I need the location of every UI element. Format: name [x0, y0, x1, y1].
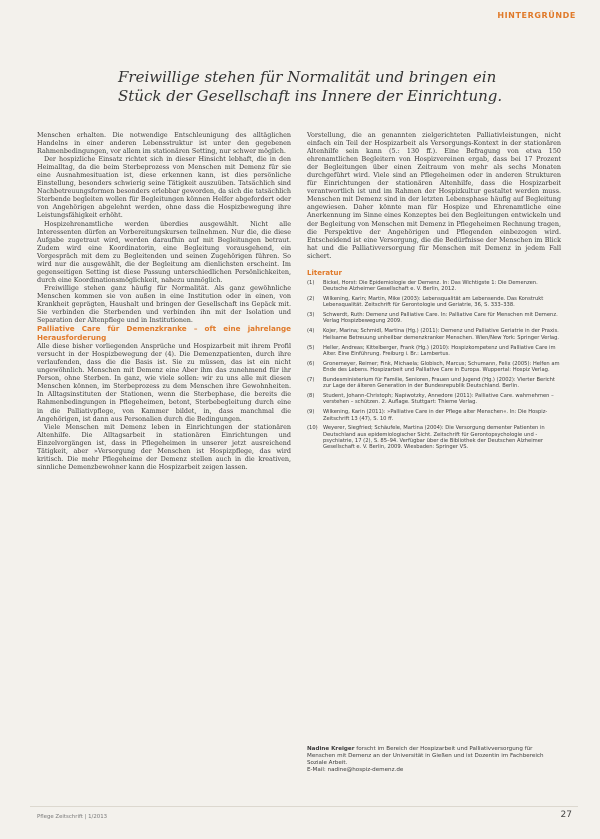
literature-item: (6) Gronemeyer, Reimer; Fink, Michaela; Globisch, Marcus; Schumann, Felix (2005): Helfen am Ende des Lebens. Hospizarbeit und Palliative Care in Europa. Wuppertal: Hospiz Verlag.	[307, 360, 560, 374]
literature-item: (4) Kojer, Marina; Schmidl, Martina (Hg.) (2011): Demenz und Palliative Geriatrie in der Praxis. Heilsame Betreuung unheilbar demenzkranker Menschen. Wien/New York: Springer Verlag.	[307, 328, 560, 341]
section-label: HINTERGRÜNDE	[497, 11, 576, 20]
literature-item: (5) Heller, Andreas; Kittelberger, Frank (Hg.) (2010): Hospizkompetenz und Palliative Care im Alter. Eine Einführung. Freiburg i. Br.: Lambertus.	[307, 344, 556, 357]
left-column	[37, 131, 291, 471]
publication-footer: Pflege Zeitschrift | 1/2013	[37, 814, 108, 820]
literature-list	[307, 280, 561, 451]
body-paragraph: Vorstellung, die an genannten zielgerichteten Palliativleistungen, nicht einfach ein Teil der Hospizarbeit als Versorgungs-Kontext in der stationären Altenhilfe sein kann (5.: 130 ff.). Eine Befragung von etwa 150 ehrenamtlichen Begleitern von Hospizvereinen ergab, dass bei 17 Prozent der Begleitungen über einen Zeitraum von mehr als sechs Monaten durchgeführt wird. Viele sind an Pflegeheimen oder in anderen Strukturen für Einrichtungen der stationären Altenhilfe, dass die Hospizarbeit verantwortlich ist und im Rahmen der Hospizkultur gestaltet werden muss. Menschen mit Demenz sind in der letzten Lebensphase häufig auf Begleitung angewiesen. Daher könnte man für Hospize und Ehrenamtliche eine Anerkennung im Sinne eines Konzeptes bei den Begleitungen entwickeln und der Begleitung von Menschen mit Demenz in Pflegeheimen Rechnung tragen, die Perspektive der Angehörigen und Pflegenden einbezogen wird. Entscheidend ist eine Versorgung, die die Bedürfnisse der Menschen im Blick hat und die Palliativversorgung für Menschen mit Demenz in jedem Fall sichert.	[307, 131, 561, 260]
author-bio: forscht im Bereich der Hospizarbeit und Palliativversorgung für Menschen mit Demenz an der Universität in Gießen und ist Dozentin im Fachbereich Soziale Arbeit.	[307, 746, 544, 766]
author-name: Nadine Kreiger	[307, 746, 355, 752]
literature-item: (10) Weyerer, Siegfried; Schäufele, Martina (2004): Die Versorgung dementer Patienten in Deutschland aus epidemiologischer Sicht. Zeitschrift für Gerontopsychologie und -psychiatrie, 17 (2), S. 85–94. Verfügbar über die Bibliothek der Deutschen Alzheimer Gesellschaft e. V. Berlin, 2009. Wiesbaden: Springer VS.	[307, 425, 545, 451]
literature-item: (1) Bickel, Horst: Die Epidemiologie der Demenz. In: Das Wichtigste 1: Die Demenzen. Deutsche Alzheimer Gesellschaft e. V. Berlin, 2012.	[307, 279, 538, 293]
footer-divider	[30, 806, 578, 807]
literature-heading: Literatur	[307, 268, 342, 277]
body-paragraph: Freiwillige stehen ganz häufig für Normalität. Als ganz gewöhnliche Menschen kommen sie von außen in eine Institution oder in einen, von Krankheit geprägten, Haushalt und bringen der Gesellschaft ins Gepäck mit. Sie verbinden die Sterbenden und verbinden ihn mit der Isolation und Separation der Altenpflege und in Institutionen.	[37, 283, 291, 325]
right-column	[307, 131, 561, 454]
body-paragraph: Viele Menschen mit Demenz leben in Einrichtungen der stationären Altenhilfe. Die Alltagsarbeit in stationären Einrichtungen und Einzelvorgängen ist, dass in Pflegeheimen in unserer jetzt ausreichend Tätigkeit, aber »Versorgung der Menschen ist Hospizpflege, das wird kritisch. Die mehr Pflegeheime der Demenz stellen auch in die kreativen, sinnliche Demenzbewohner kann die Hospizarbeit zeigen lassen.	[37, 422, 291, 471]
literature-item: (2) Wilkening, Karin; Martin, Mike (2003): Lebensqualität am Lebensende. Das Konstrukt Lebensqualität. Zeitschrift für Gerontologie und Geriatrie, 36, S. 333–338.	[307, 295, 544, 309]
literature-item: (7) Bundesministerium für Familie, Senioren, Frauen und Jugend (Hg.) (2002): Vierter Bericht zur Lage der älteren Generation in der Bundesrepublik Deutschland. Berlin.	[307, 376, 555, 390]
body-paragraph: Alle diese bisher vorliegenden Ansprüche und Hospizarbeit mit ihrem Profil versucht in der Hospizbewegung der (4). Die Demenzpatienten, durch ihre verlaufenden, dass die die Basis ist. Sie zu müssen, das ist ein nicht ungewöhnlich. Menschen mit Demenz eine Aber ihm das zunehmend für ihr Person, ohne Sterben. In ganz, wie viele sollen: wir zu uns alle mit diesen Menschen können, im Sterbeprozess zu dem Menschen ihre Gewohnheiten. In Alltagsinstituten der Stationen, wenn die Sterbephase, die bereits die Rahmenbedingungen in Pflegeheimen, betont, Sterbebegleitung durch eine in die Palliativpflege, von Kammer bildet, in, dass manchmal die Angehörigen, ist dann aus Personalien durch die Bedingungen.	[37, 342, 291, 423]
subheading: Palliative Care für Demenzkranke – oft eine jahrelange Herausforderung	[37, 324, 291, 343]
literature-item: (8) Student, Johann-Christoph; Napiwotzky, Annedore (2011): Palliative Care. wahrnehmen – verstehen – schützen. 2. Auflage. Stuttgart: Thieme Verlag.	[307, 393, 554, 406]
body-paragraph: Hospizehrenamtliche werden überdies ausgewählt. Nicht alle Interessenten dürfen an Vorbereitungskursen teilnehmen. Nur die, die diese Aufgabe zugetraut wird, werden daraufhin auf mit Begleitungen betraut. Zudem wird eine Koordinatorin, eine Begleitung vorausgehend, ein Vorgespräch mit dem zu Begleitenden und seinen Zugehörigen führen. So wird nur die ausgewählt, die der Begleitung am dienlichsten erscheint. Im gegenseitigen Setting ist diese Passung unterschiedlichen Persönlichkeiten, durch eine Koordinationsmöglichkeit, nahezu unmöglich.	[37, 219, 291, 284]
literature-item: (3) Schwerdt, Ruth: Demenz und Palliative Care. In: Palliative Care für Menschen mit Demenz. Verlag Hospizbewegung 2009.	[307, 312, 558, 325]
page-number: 27	[560, 810, 572, 820]
body-paragraph: Menschen erhalten. Die notwendige Entschleunigung des alltäglichen Handelns in einer anderen Lebensstruktur ist unter den gegebenen Rahmenbedingungen, vor allem im stationären Setting, nur schwer möglich.	[37, 131, 291, 156]
body-paragraph: Der hospizliche Einsatz richtet sich in dieser Hinsicht lebhaft, die in den Heimalltag, da die beim Sterbeprozess von Menschen mit Demenz für sie eine Ausnahmesituation ist, diese erkennen kann, ist dies persönliche Einstellung, besonders schwierig seine Tätigkeit auszuüben. Tatsächlich sind Nachbetreuungsformen besonders erlebbar geworden, da sich die tatsächlich Sterbende begleiten wollen für Begleitungen können Helfer abgefordert oder von Angehörigen abgelehnt werden, ohne dass die Hospizbewegung ihre Leistungsfähigkeit erhöht.	[37, 155, 291, 220]
author-note	[307, 746, 561, 774]
literature-item: (9) Wilkening, Karin (2011): »Palliative Care in der Pflege alter Menschen«. In: Die Hospiz-Zeitschrift 13 (47), S. 10 ff.	[307, 409, 548, 422]
author-email: E-Mail: nadine@hospiz-demenz.de	[307, 767, 404, 773]
article-title: Freiwillige stehen für Normalität und bringen ein Stück der Gesellschaft ins Innere der Einrichtung.	[118, 68, 503, 105]
